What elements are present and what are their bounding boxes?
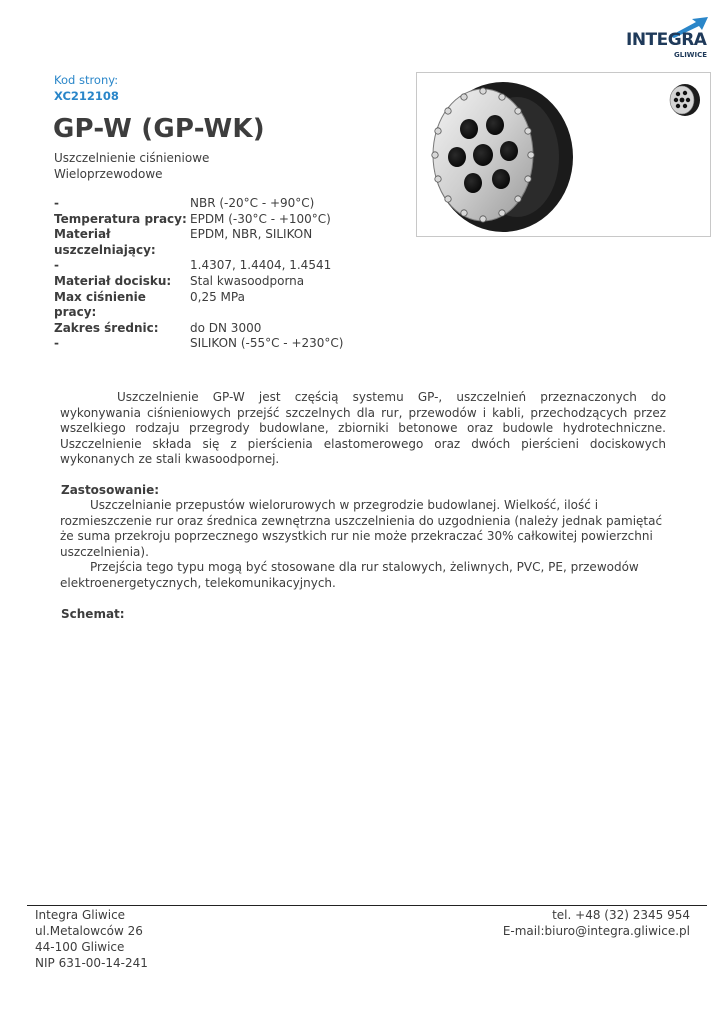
spec-row <box>54 336 354 352</box>
spec-key: Materiał <box>54 227 111 242</box>
spec-key: - <box>54 336 59 351</box>
product-subtitle <box>54 150 209 182</box>
page-code-value: XC212108 <box>54 89 119 103</box>
spec-key: - <box>54 196 59 210</box>
page-code-label: Kod strony: <box>54 73 119 87</box>
footer-email[interactable]: E-mail:biuro@integra.gliwice.pl <box>502 924 690 938</box>
subtitle-line: Uszczelnienie ciśnieniowe <box>54 151 210 165</box>
page-title: GP-W (GP-WK) <box>53 114 265 144</box>
subtitle-line: Wieloprzewodowe <box>54 167 163 181</box>
logo-name: INTEGRA <box>626 30 707 50</box>
spec-row <box>54 258 354 274</box>
spec-row <box>54 196 354 212</box>
spec-value: EPDM, NBR, SILIKON <box>190 227 313 242</box>
spec-row <box>54 321 354 337</box>
spec-value: EPDM (-30°C - +100°C) <box>190 211 331 226</box>
footer-contact <box>503 907 690 939</box>
spec-value: SILIKON (-55°C - +230°C) <box>190 336 344 351</box>
footer-city: 44-100 Gliwice <box>35 940 125 954</box>
logo-city: GLIWICE <box>674 51 708 59</box>
spec-row <box>54 243 354 259</box>
footer-company: Integra Gliwice <box>35 908 126 922</box>
thumbnail-icon <box>670 84 700 116</box>
schema-heading: Schemat: <box>61 607 125 621</box>
footer-address <box>35 907 148 971</box>
footer-nip: NIP 631-00-14-241 <box>35 956 148 970</box>
spec-value: NBR (-20°C - +90°C) <box>190 196 315 210</box>
footer-phone: tel. +48 (32) 2345 954 <box>552 908 690 922</box>
spec-row <box>54 274 354 290</box>
spec-key: Temperatura pracy: <box>54 211 187 226</box>
spec-value: do DN 3000 <box>190 320 262 335</box>
application-paragraph: Uszczelnianie przepustów wielorurowych w przegrodzie budowlanej. Wielkość, ilość i rozmieszczenie rur oraz średnica zewnętrzna uszczelnienia do uzgodnienia (należy jednak pamiętać że suma przekroju poprzecznego wszystkich rur nie może przekraczać 30% całkowitej powierzchni uszczelnienia). <box>60 498 663 559</box>
application-heading: Zastosowanie: <box>61 483 160 497</box>
spec-value <box>190 243 354 259</box>
spec-table <box>54 196 354 352</box>
product-photo <box>416 72 711 237</box>
spec-key: - <box>54 258 59 273</box>
application-paragraph: Przejścia tego typu mogą być stosowane dla rur stalowych, żeliwnych, PVC, PE, przewodów elektroenergetycznych, telekomunikacyjnych. <box>60 560 639 590</box>
footer-divider <box>27 905 707 906</box>
application-text <box>60 498 666 592</box>
spec-row <box>54 290 354 321</box>
description-paragraph: Uszczelnienie GP-W jest częścią systemu GP-, uszczelnień przeznaczonych do wykonywania ciśnieniowych przejść szczelnych dla rur, przewodów i kabli, przechodzących przez wszelkiego rodzaju przegrody budowlane, zbiorniki betonowe oraz budowle hydrotechniczne. Uszczelnienie składa się z pierścienia elastomerowego oraz dwóch pierścieni dociskowych wykonanych ze stali kwasoodpornej. <box>60 390 666 467</box>
integra-logo <box>626 16 712 62</box>
spec-key: Materiał docisku: <box>54 273 172 288</box>
spec-key: Max ciśnienie pracy: <box>54 289 146 320</box>
seal-illustration <box>417 73 710 236</box>
footer-street: ul.Metalowców 26 <box>35 924 143 938</box>
spec-key: Zakres średnic: <box>54 320 159 335</box>
spec-value: 1.4307, 1.4404, 1.4541 <box>190 258 332 273</box>
spec-value: Stal kwasoodporna <box>190 273 305 288</box>
spec-value: 0,25 MPa <box>190 289 245 304</box>
spec-row <box>54 227 354 243</box>
spec-key: uszczelniający: <box>54 242 156 257</box>
spec-row <box>54 212 354 228</box>
